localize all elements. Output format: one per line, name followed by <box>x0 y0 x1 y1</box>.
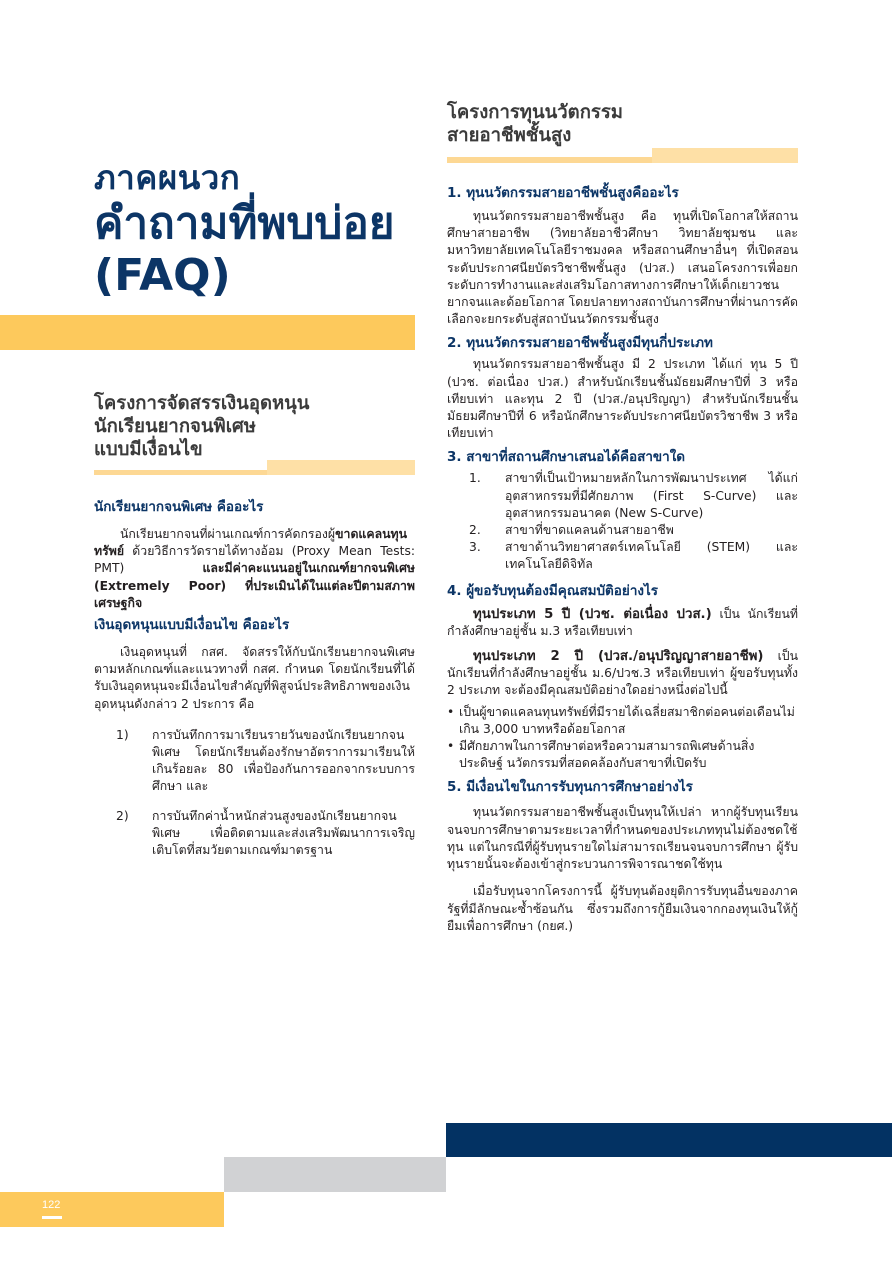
list-number: 1. <box>469 471 481 486</box>
list-item <box>469 522 798 539</box>
list-text: สาขาด้านวิทยาศาสตร์เทคโนโลยี (STEM) และเทคโนโลยีดิจิทัล <box>505 540 798 572</box>
list-item <box>116 727 415 796</box>
bullet-text: เป็นผู้ขาดแคลนทุนทรัพย์ที่มีรายได้เฉลี่ยสมาชิกต่อคนต่อเดือนไม่เกิน 3,000 บาทหรือด้อยโอกาส <box>459 704 795 736</box>
gray-decor-block <box>224 1157 446 1192</box>
answer-text: เมื่อรับทุนจากโครงการนี้ ผู้รับทุนต้องยุติการรับทุนอื่นของภาครัฐที่มีลักษณะซ้ำซ้อนกัน ซึ่งรวมถึงการกู้ยืมเงินจากกองทุนเงินให้กู้ยืมเพื่อการศึกษา (กยศ.) <box>447 884 798 933</box>
section-title-left <box>94 392 414 461</box>
section-title-line: โครงการทุนนวัตกรรม <box>447 102 623 123</box>
answer-text: ด้วยวิธีการวัดรายได้ทางอ้อม (Proxy Mean Tests: PMT) <box>94 544 415 576</box>
answer-paragraph <box>447 648 798 700</box>
fields-list <box>447 470 798 573</box>
bullet-dot-icon: • <box>447 704 455 719</box>
answer-paragraph <box>447 883 798 935</box>
answer-paragraph <box>447 804 798 873</box>
answer-paragraph <box>447 606 798 640</box>
answer-paragraph <box>447 208 798 328</box>
answer-bold-text: ขาดแคลนทุนทรัพย์ <box>94 527 408 559</box>
section-title-line: สายอาชีพชั้นสูง <box>447 125 572 146</box>
navy-decor-block <box>446 1123 892 1157</box>
list-item <box>469 470 798 522</box>
list-text: สาขาที่เป็นเป้าหมายหลักในการพัฒนาประเทศ ได้แก่ อุตสาหกรรมที่มีศักยภาพ (First S-Curve) และอุตสาหกรรมอนาคต (New S-Curve) <box>505 471 798 520</box>
yellow-banner-bar <box>0 315 415 350</box>
faq-title-line1: คำถามที่พบบ่อย <box>94 198 395 249</box>
answer-bold-text: ทุนประเภท 5 ปี (ปวช. ต่อเนื่อง ปวส.) <box>473 606 712 622</box>
section-title-line: แบบมีเงื่อนไข <box>94 439 203 460</box>
question-heading: 4. ผู้ขอรับทุนต้องมีคุณสมบัติอย่างไร <box>447 582 659 599</box>
answer-text: เงินอุดหนุนที่ กสศ. จัดสรรให้กับนักเรียนยากจนพิเศษตามหลักเกณฑ์และแนวทางที่ กสศ. กำหนด โดยนักเรียนที่ได้รับเงินอุดหนุนจะมีเงื่อนไขสำคัญที่พิสูจน์ประสิทธิภาพของเงินอุดหนุนดังกล่าว 2 ประการ คือ <box>94 645 415 711</box>
question-heading: 3. สาขาที่สถานศึกษาเสนอได้คือสาขาใด <box>447 449 686 466</box>
section-title-line: โครงการจัดสรรเงินอุดหนุน <box>94 393 310 414</box>
question-heading: 5. มีเงื่อนไขในการรับทุนการศึกษาอย่างไร <box>447 779 693 796</box>
answer-bold-text: ทุนประเภท 2 ปี (ปวส./อนุปริญญาสายอาชีพ) <box>473 649 764 665</box>
list-number: 2) <box>116 808 129 823</box>
list-item <box>116 808 415 860</box>
page-number: 122 <box>42 1199 61 1211</box>
question-heading: 2. ทุนนวัตกรรมสายอาชีพชั้นสูงมีทุนกี่ประเภท <box>447 335 713 352</box>
section-title-right <box>447 101 797 147</box>
answer-text: ทุนนวัตกรรมสายอาชีพชั้นสูงเป็นทุนให้เปล่า หากผู้รับทุนเรียนจนจบการศึกษาตามระยะเวลาที่กำหนดของประเภททุนไม่ต้องชดใช้ทุน แต่ในกรณีที่ผู้รับทุนรายใดไม่สามารถเรียนจนจบการศึกษา ผู้รับทุนรายนั้นจะต้องเข้าสู่กระบวนการพิจารณาชดใช้ทุน <box>447 805 798 872</box>
question-heading: เงินอุดหนุนแบบมีเงื่อนไข คืออะไร <box>94 617 290 634</box>
page-number-underline <box>42 1216 62 1219</box>
faq-title <box>94 198 424 302</box>
list-text: การบันทึกการมาเรียนรายวันของนักเรียนยากจนพิเศษ โดยนักเรียนต้องรักษาอัตราการมาเรียนให้เกินร้อยละ 80 เพื่อป้องกันการออกจากระบบการศึกษา และ <box>152 727 415 794</box>
yellow-decor-block <box>0 1192 224 1227</box>
list-text: สาขาที่ขาดแคลนด้านสายอาชีพ <box>505 523 674 538</box>
left-faq-content <box>94 498 415 859</box>
answer-text: ทุนนวัตกรรมสายอาชีพชั้นสูง คือ ทุนที่เปิดโอกาสให้สถานศึกษาสายอาชีพ (วิทยาลัยอาชีวศึกษา วิทยาลัยชุมชน และมหาวิทยาลัยเทคโนโลยีราชมงคล หรือสถานศึกษาอื่นๆ ที่เปิดสอนระดับประกาศนียบัตรวิชาชีพชั้นสูง (ปวส.) เสนอโครงการเพื่อยกระดับการทำงานและส่งเสริมโอกาสทางการศึกษาให้เด็กเยาวชนยากจนและด้อยโอกาส โดยปลายทางสถาบันการศึกษาที่ผ่านการคัดเลือกจะยกระดับสู่สถาบันนวัตกรรมชั้นสูง <box>447 209 798 327</box>
list-item <box>469 539 798 573</box>
section-underline-block <box>267 460 415 475</box>
question-heading: 1. ทุนนวัตกรรมสายอาชีพชั้นสูงคืออะไร <box>447 185 679 201</box>
conditions-list <box>94 727 415 859</box>
appendix-label: ภาคผนวก <box>94 158 241 197</box>
qualification-bullets <box>447 704 798 773</box>
bullet-dot-icon: • <box>447 739 455 754</box>
bullet-item <box>447 738 798 772</box>
bullet-item <box>447 704 798 738</box>
list-number: 2. <box>469 523 481 538</box>
list-number: 3. <box>469 540 481 555</box>
section-title-line: นักเรียนยากจนพิเศษ <box>94 416 256 437</box>
question-heading: นักเรียนยากจนพิเศษ คืออะไร <box>94 499 264 515</box>
faq-title-line2: (FAQ) <box>94 250 231 301</box>
list-number: 1) <box>116 727 129 742</box>
answer-paragraph <box>447 356 798 442</box>
section-underline-block <box>652 148 798 163</box>
answer-text: เป็น นักเรียนที่กำลังศึกษาอยู่ชั้น ม.3 หรือเทียบเท่า <box>447 606 799 638</box>
answer-text: นักเรียนยากจนที่ผ่านเกณฑ์การคัดกรองผู้ <box>120 527 336 541</box>
answer-paragraph <box>94 526 415 612</box>
right-faq-content <box>447 184 798 935</box>
list-text: การบันทึกค่าน้ำหนักส่วนสูงของนักเรียนยากจนพิเศษ เพื่อติดตามและส่งเสริมพัฒนาการเจริญเติบโตที่สมวัยตามเกณฑ์มาตรฐาน <box>152 808 415 858</box>
answer-text: ทุนนวัตกรรมสายอาชีพชั้นสูง มี 2 ประเภท ได้แก่ ทุน 5 ปี (ปวช. ต่อเนื่อง ปวส.) สำหรับนักเรียนชั้นมัธยมศึกษาปีที่ 3 หรือเทียบเท่า และทุน 2 ปี (ปวส./อนุปริญญา) สำหรับนักเรียนชั้นมัธยมศึกษาปีที่ 6 หรือนักศึกษาระดับประกาศนียบัตรวิชาชีพ 3 หรือเทียบเท่า <box>447 357 798 441</box>
answer-text: เป็นนักเรียนที่กำลังศึกษาอยู่ชั้น ม.6/ปวช.3 หรือเทียบเท่า ผู้ขอรับทุนทั้ง 2 ประเภท จะต้องมีคุณสมบัติอย่างใดอย่างหนึ่งต่อไปนี้ <box>447 649 798 698</box>
bullet-text: มีศักยภาพในการศึกษาต่อหรือความสามารถพิเศษด้านสิ่งประดิษฐ์ นวัตกรรมที่สอดคล้องกับสาขาที่เปิดรับ <box>459 739 755 771</box>
answer-paragraph <box>94 644 415 713</box>
answer-bold-text: และมีค่าคะแนนอยู่ในเกณฑ์ยากจนพิเศษ (Extremely Poor) ที่ประเมินได้ในแต่ละปีตามสภาพเศรษฐกิจ <box>94 561 415 610</box>
